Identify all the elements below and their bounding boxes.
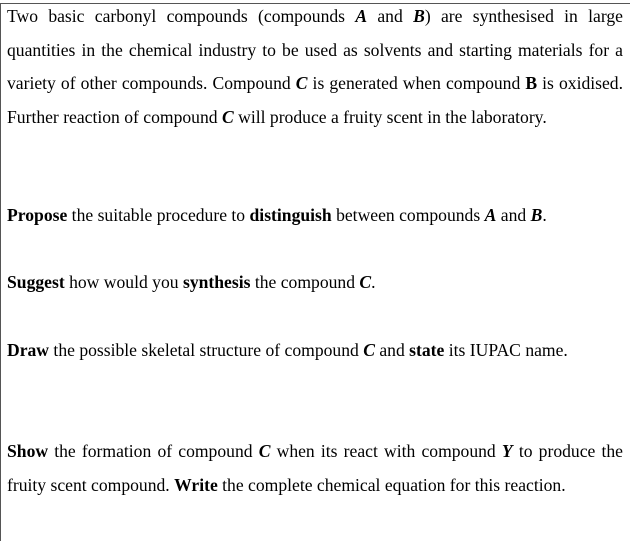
- intro-text: will produce a fruity scent in the laboratory.: [233, 106, 547, 127]
- question-text: and: [496, 205, 531, 225]
- question-text: .: [542, 205, 547, 225]
- question-text: the possible skeletal structure of compound: [49, 340, 364, 360]
- question-text: the compound: [250, 272, 360, 292]
- question-text: between compounds: [331, 205, 485, 225]
- keyword-draw: Draw: [7, 340, 50, 360]
- question-draw: [7, 334, 623, 368]
- compound-c-label: C: [221, 106, 234, 127]
- keyword-write: Write: [174, 474, 218, 495]
- compound-c-label: C: [258, 441, 271, 461]
- keyword-state: state: [409, 340, 445, 360]
- compound-c-label: C: [359, 272, 372, 292]
- compound-b-label: B: [525, 73, 538, 93]
- compound-y-label: Y: [501, 441, 513, 461]
- intro-text: is generated when compound: [307, 73, 526, 93]
- left-border-line: [0, 3, 1, 541]
- question-text: its IUPAC name.: [444, 340, 568, 360]
- intro-text: ) are synthesised in large quantities in the chemical industry to be used as solvents and starting materials for a variety of other compounds. Compound: [7, 6, 623, 93]
- question-text: and: [374, 340, 410, 360]
- keyword-show: Show: [7, 441, 49, 461]
- intro-text: Two basic carbonyl compounds (compounds: [7, 6, 356, 26]
- question-text: to produce the fruity scent compound.: [7, 441, 623, 495]
- question-show: [7, 435, 623, 502]
- question-text: the formation of compound: [48, 441, 259, 461]
- keyword-synthesis: synthesis: [182, 272, 251, 292]
- question-propose: [7, 199, 623, 233]
- compound-a-label: A: [355, 6, 368, 26]
- question-text: how would you: [64, 272, 183, 292]
- keyword-distinguish: distinguish: [249, 205, 332, 225]
- compound-b-label: B: [530, 205, 543, 225]
- intro-text: and: [367, 6, 414, 26]
- compound-b-label: B: [413, 6, 425, 26]
- compound-c-label: C: [295, 73, 308, 93]
- keyword-propose: Propose: [7, 205, 68, 225]
- compound-c-label: C: [363, 340, 375, 360]
- question-suggest: [7, 266, 623, 300]
- question-text: the suitable procedure to: [67, 205, 250, 225]
- intro-paragraph: [7, 0, 623, 134]
- compound-a-label: A: [484, 205, 497, 225]
- intro-text: is oxidised. Further reaction of compound: [7, 73, 623, 127]
- question-text: when its react with compound: [270, 441, 502, 461]
- question-text: .: [371, 272, 376, 292]
- keyword-suggest: Suggest: [7, 272, 65, 292]
- question-text: the complete chemical equation for this reaction.: [217, 474, 566, 495]
